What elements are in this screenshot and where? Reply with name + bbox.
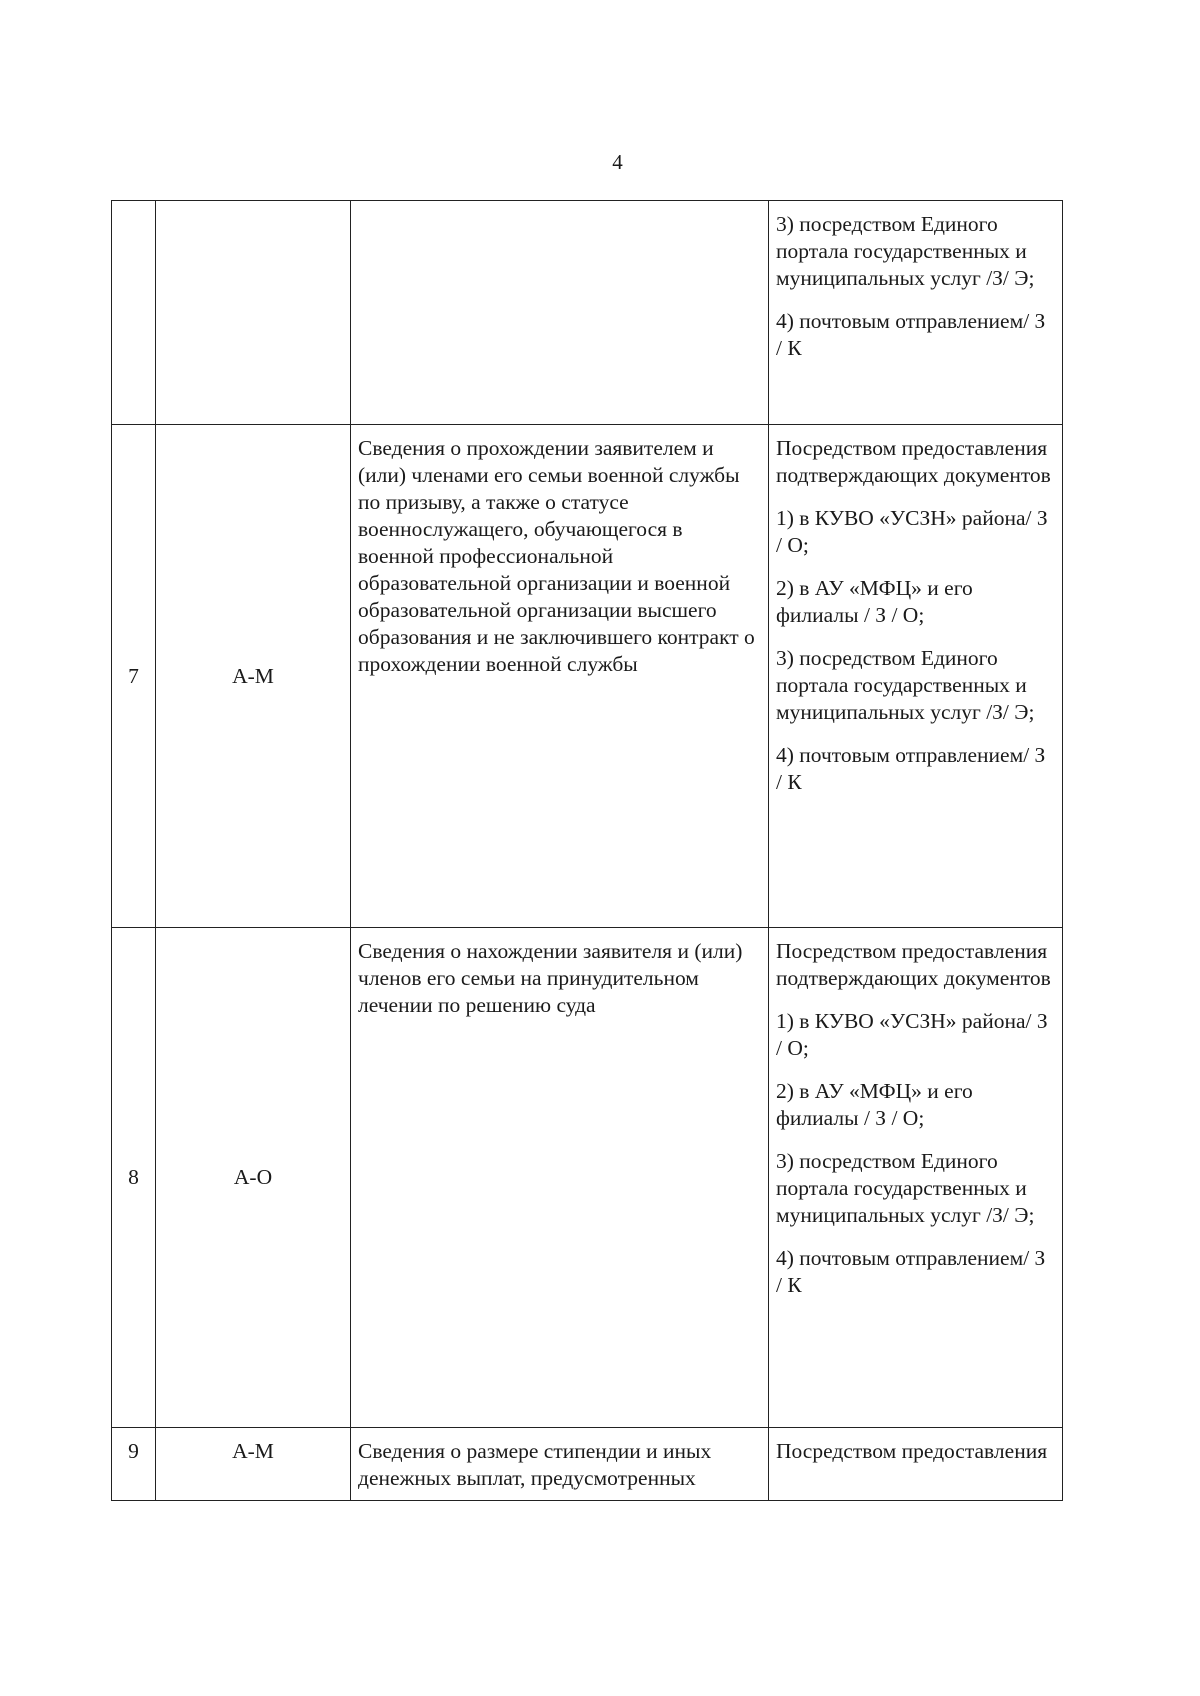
method-item: 4) почтовым отправлением/ З / К xyxy=(776,1246,1046,1297)
row-code-cell: А-О xyxy=(156,928,351,1428)
method-item: 2) в АУ «МФЦ» и его филиалы / З / О; xyxy=(776,1079,973,1130)
row-methods-cell xyxy=(769,928,1063,1428)
method-item: 1) в КУВО «УСЗН» района/ З / О; xyxy=(776,1009,1048,1060)
documents-table xyxy=(111,200,1063,1501)
method-intro: Посредством предоставления подтверждающих документов xyxy=(776,436,1051,487)
row-methods-cell xyxy=(769,1428,1063,1501)
table-row xyxy=(112,928,1063,1428)
method-item: 4) почтовым отправлением/ З / К xyxy=(776,309,1046,360)
row-code-cell: А-М xyxy=(156,425,351,928)
table-row xyxy=(112,201,1063,425)
row-number-cell: 8 xyxy=(112,928,156,1428)
row-number-cell: 9 xyxy=(112,1428,156,1501)
page-number: 4 xyxy=(612,150,623,174)
method-item: 2) в АУ «МФЦ» и его филиалы / З / О; xyxy=(776,576,973,627)
table-row xyxy=(112,425,1063,928)
row-number-cell: 7 xyxy=(112,425,156,928)
method-intro: Посредством предоставления подтверждающих документов xyxy=(776,939,1051,990)
row-description-cell: Сведения о размере стипендии и иных денежных выплат, предусмотренных xyxy=(351,1428,769,1501)
row-number-cell xyxy=(112,201,156,425)
method-item: 3) посредством Единого портала государственных и муниципальных услуг /З/ Э; xyxy=(776,646,1035,724)
row-description-cell: Сведения о нахождении заявителя и (или) членов его семьи на принудительном лечении по решению суда xyxy=(351,928,769,1428)
method-intro: Посредством предоставления xyxy=(776,1439,1048,1463)
row-code-cell: А-М xyxy=(156,1428,351,1501)
row-code-cell xyxy=(156,201,351,425)
row-methods-cell xyxy=(769,425,1063,928)
row-description-cell xyxy=(351,201,769,425)
method-item: 1) в КУВО «УСЗН» района/ З / О; xyxy=(776,506,1048,557)
method-item: 3) посредством Единого портала государственных и муниципальных услуг /З/ Э; xyxy=(776,212,1035,290)
method-item: 4) почтовым отправлением/ З / К xyxy=(776,743,1046,794)
row-description-cell: Сведения о прохождении заявителем и (или) членами его семьи военной службы по призыву, а также о статусе военнослужащего, обучающегося в военной профессиональной образовательной организации и военной образовательной организации высшего образования и не заключившего контракт о прохождении военной службы xyxy=(351,425,769,928)
method-item: 3) посредством Единого портала государственных и муниципальных услуг /З/ Э; xyxy=(776,1149,1035,1227)
table-row xyxy=(112,1428,1063,1501)
row-methods-cell xyxy=(769,201,1063,425)
